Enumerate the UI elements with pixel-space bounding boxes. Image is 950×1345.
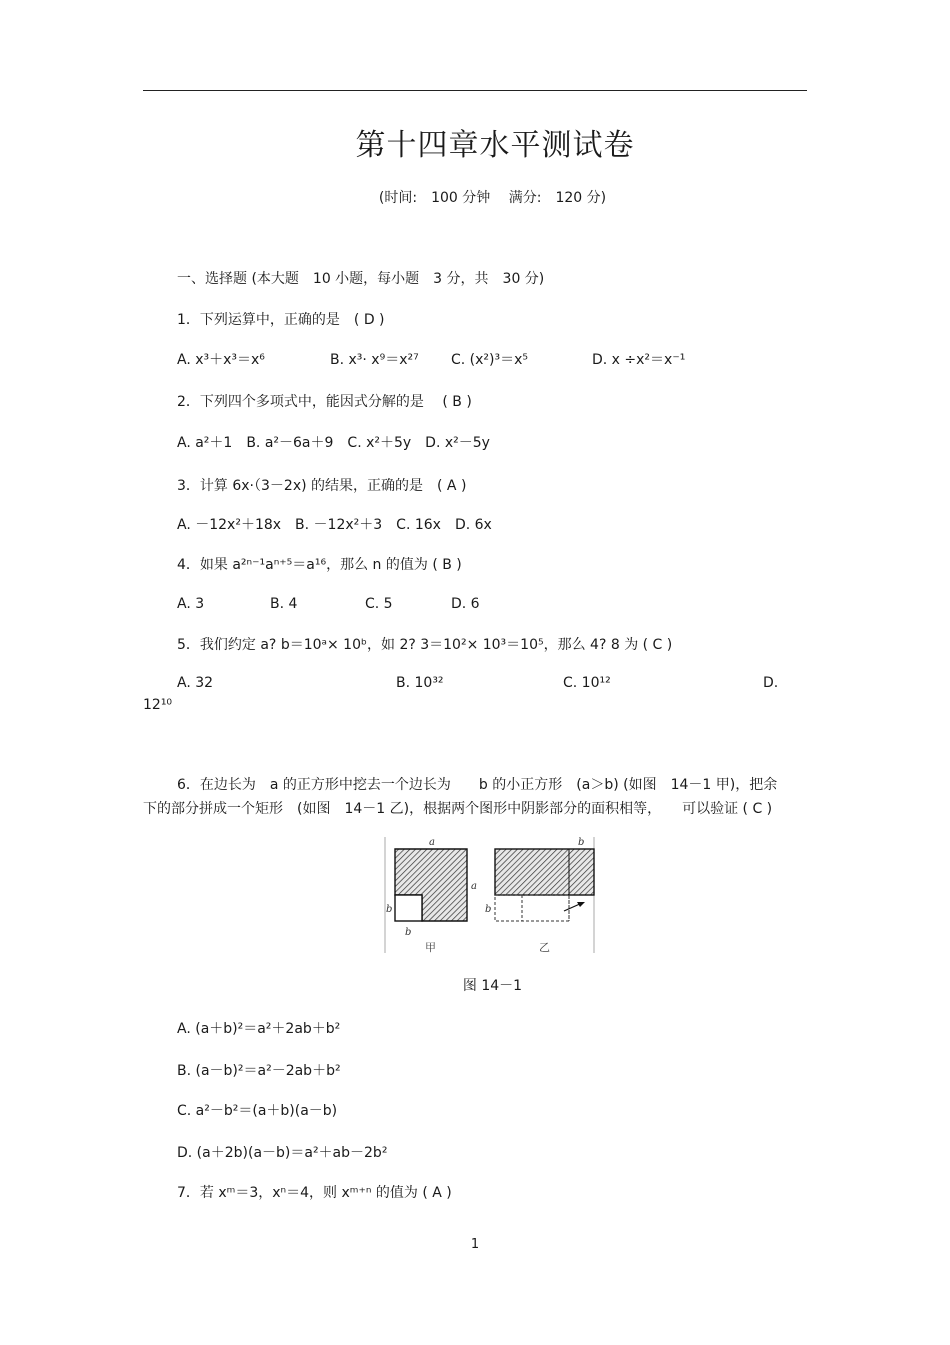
question-6-stem-line1: 6．在边长为 a 的正方形中挖去一个边长为 b 的小正方形 (a＞b) (如图 14－1 甲)，把余 (177, 777, 778, 793)
label-b-left: b (386, 904, 393, 915)
question-5-option-a: A. 32 (177, 675, 214, 691)
label-jia: 甲 (425, 941, 436, 954)
exam-info: (时间: 100 分钟 满分: 120 分) (378, 190, 607, 206)
question-1-stem: 1．下列运算中，正确的是 ( D ) (177, 312, 385, 328)
question-6-option-c: C. a²－b²＝(a＋b)(a－b) (177, 1103, 338, 1119)
question-1-option-b: B. x³· x⁹＝x²⁷ (330, 352, 419, 368)
question-6-stem-line2: 下的部分拼成一个矩形 (如图 14－1 乙)，根据两个图形中阴影部分的面积相等， 可以验证 ( C ) (143, 801, 773, 817)
question-4-stem: 4．如果 a²ⁿ⁻¹aⁿ⁺⁵＝a¹⁶，那么 n 的值为 ( B ) (177, 557, 462, 573)
question-1-option-a: A. x³＋x³＝x⁶ (177, 352, 265, 368)
figure-caption: 图 14－1 (462, 978, 523, 994)
page-title: 第十四章水平测试卷 (355, 128, 635, 163)
label-a-top: a (429, 837, 435, 848)
question-4-option-d: D. 6 (451, 596, 480, 612)
question-6-option-b: B. (a－b)²＝a²－2ab＋b² (177, 1063, 341, 1079)
question-3-options: A. －12x²＋18x B. －12x²＋3 C. 16x D. 6x (177, 517, 492, 533)
question-6-option-a: A. (a＋b)²＝a²＋2ab＋b² (177, 1021, 341, 1037)
label-b-top-right: b (578, 837, 585, 848)
question-4-option-a: A. 3 (177, 596, 205, 612)
label-b-bottom: b (405, 927, 412, 938)
question-4-option-b: B. 4 (270, 596, 298, 612)
question-2-options: A. a²＋1 B. a²－6a＋9 C. x²＋5y D. x²－5y (177, 435, 490, 451)
question-1-option-d: D. x ÷x²＝x⁻¹ (592, 352, 686, 368)
question-2-stem: 2．下列四个多项式中，能因式分解的是 ( B ) (177, 394, 472, 410)
question-4-option-c: C. 5 (365, 596, 393, 612)
figure-jia (395, 849, 467, 921)
question-5-option-b: B. 10³² (396, 675, 444, 691)
question-1-option-c: C. (x²)³＝x⁵ (451, 352, 529, 368)
question-7-stem: 7．若 xᵐ＝3，xⁿ＝4，则 xᵐ⁺ⁿ 的值为 ( A ) (177, 1185, 452, 1201)
question-3-stem: 3．计算 6x·（3－2x) 的结果，正确的是 ( A ) (177, 478, 467, 494)
question-6-option-d: D. (a＋2b)(a－b)＝a²＋ab－2b² (177, 1145, 388, 1161)
figure-yi (495, 849, 594, 921)
question-5-stem: 5．我们约定 a? b＝10ᵃ× 10ᵇ，如 2? 3＝10²× 10³＝10⁵，那么 4? 8 为 ( C ) (177, 637, 673, 653)
page-number: 1 (470, 1237, 480, 1252)
label-b-right-left: b (485, 904, 492, 915)
label-a-side: a (471, 881, 477, 892)
section-heading: 一、选择题 (本大题 10 小题，每小题 3 分，共 30 分) (177, 271, 545, 287)
question-5-option-d-value: 12¹⁰ (143, 697, 173, 713)
question-5-option-c: C. 10¹² (563, 675, 611, 691)
question-5-option-d-label: D. (763, 675, 779, 691)
header-rule (143, 90, 807, 91)
figure-14-1 (384, 835, 596, 957)
label-yi: 乙 (539, 941, 550, 954)
